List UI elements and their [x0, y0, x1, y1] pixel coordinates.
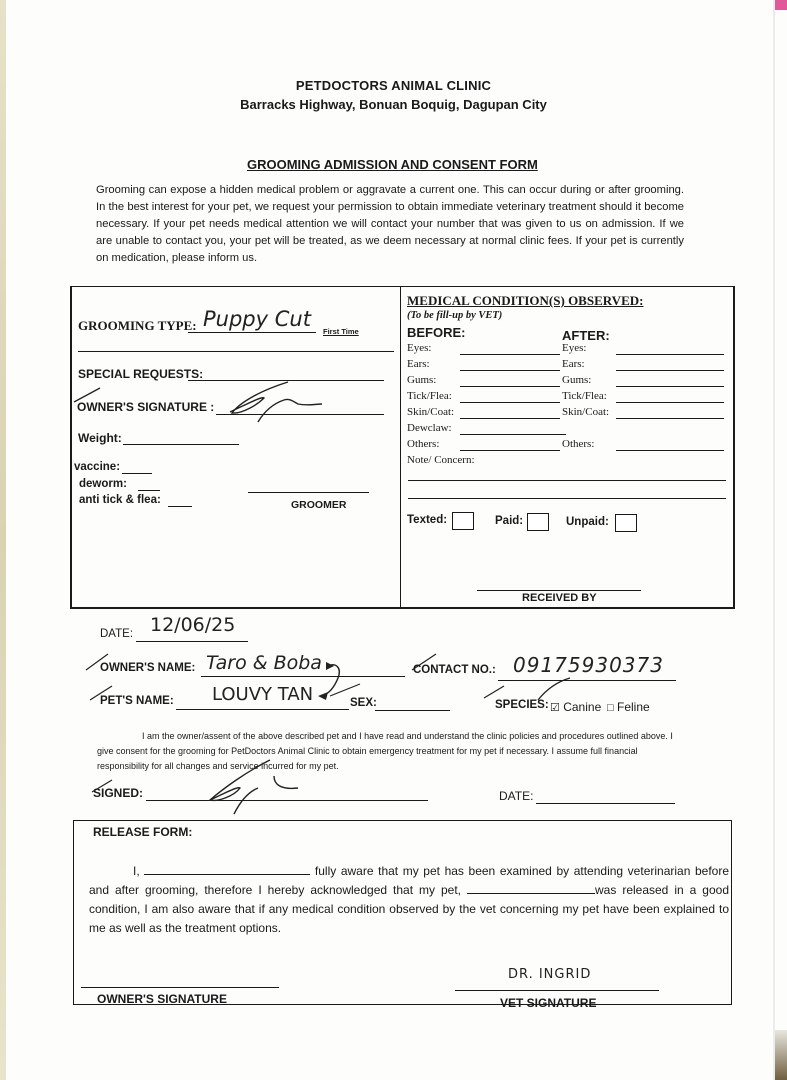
medical-after-field-6[interactable] [616, 450, 724, 451]
admission-box-divider [400, 287, 401, 607]
date-value[interactable]: 12/06/25 [150, 614, 236, 636]
medical-before-1: Ears: [407, 358, 430, 370]
texted-label: Texted: [407, 514, 448, 526]
vet-signature-line[interactable] [455, 990, 659, 991]
after-label: AFTER: [562, 328, 610, 343]
before-label: BEFORE: [407, 325, 466, 340]
contact-value[interactable]: 09175930373 [513, 653, 664, 677]
owner-name-label: OWNER'S NAME: [100, 662, 196, 674]
consent-date-label: DATE: [499, 789, 534, 803]
species-option-canine[interactable] [550, 700, 601, 714]
special-requests-label: SPECIAL REQUESTS: [78, 367, 204, 381]
medical-before-2: Gums: [407, 374, 437, 386]
admission-box [70, 286, 735, 609]
weight-field[interactable] [123, 444, 239, 445]
consent-text: I am the owner/assent of the above described pet and I have read and understand the clinic policies and procedures outlined above. I give consent for the grooming for PetDoctors Animal Clinic to obtain emergency treatment for my pet if necessary. I assume full financial responsibility for all changes and service incurred for my pet. [97, 731, 673, 771]
medical-before-5: Dewclaw: [407, 422, 452, 434]
release-text-2: fully aware that my pet has been examined by attending veterinarian before and after grooming, therefore I hereby acknowledged that my pet, [89, 864, 730, 897]
release-owner-name-field[interactable] [144, 862, 310, 875]
groomer-label: GROOMER [291, 499, 347, 511]
pet-name-line [176, 709, 349, 710]
vaccine-label: vaccine: [74, 461, 121, 473]
canine-checkbox-icon[interactable]: ☑ [550, 702, 560, 714]
medical-after-1: Ears: [562, 358, 585, 370]
consent-signature-mark [88, 758, 318, 818]
medical-title: MEDICAL CONDITION(S) OBSERVED: [407, 293, 644, 308]
medical-before-field-0[interactable] [460, 354, 560, 355]
release-owner-signature-label: OWNER'S SIGNATURE [97, 992, 227, 1006]
medical-after-field-4[interactable] [616, 418, 724, 419]
vet-signature-value[interactable]: DR. INGRID [508, 967, 592, 982]
brown-tab-marker [775, 1030, 787, 1080]
note-concern-label: Note/ Concern: [407, 454, 475, 466]
medical-before-field-5[interactable] [460, 434, 566, 435]
medical-before-0: Eyes: [407, 342, 432, 354]
sex-label: SEX: [350, 697, 377, 709]
feline-label: Feline [617, 700, 650, 714]
release-paragraph [89, 862, 729, 938]
owner-name-line [201, 676, 405, 677]
sex-field[interactable] [375, 710, 450, 711]
medical-before-6: Others: [407, 438, 440, 450]
note-line-2[interactable] [408, 498, 726, 499]
vaccine-field[interactable] [122, 473, 152, 474]
owner-signature-label: OWNER'S SIGNATURE : [77, 400, 215, 414]
anti-tick-flea-field[interactable] [168, 506, 192, 507]
owner-name-value[interactable]: Taro & Boba [206, 652, 322, 674]
weight-label: Weight: [78, 431, 122, 445]
medical-before-field-2[interactable] [460, 386, 560, 387]
medical-before-field-6[interactable] [460, 450, 560, 451]
medical-before-field-3[interactable] [460, 402, 560, 403]
paid-checkbox[interactable] [527, 513, 549, 531]
feline-checkbox-icon[interactable]: □ [607, 702, 614, 714]
deworm-field[interactable] [138, 490, 160, 491]
medical-after-2: Gums: [562, 374, 592, 386]
paid-label: Paid: [495, 515, 524, 527]
deworm-label: deworm: [79, 478, 127, 490]
medical-before-field-4[interactable] [460, 418, 560, 419]
release-text-1: I, [133, 864, 140, 878]
vet-signature-label: VET SIGNATURE [500, 996, 597, 1010]
pet-name-value[interactable]: LOUVY TAN [212, 684, 314, 705]
species-option-feline[interactable] [607, 700, 650, 714]
grooming-extra-line [78, 351, 394, 352]
received-by-label: RECEIVED BY [522, 592, 597, 604]
pink-tab-marker [775, 0, 787, 10]
release-pet-name-field[interactable] [467, 881, 595, 894]
consent-date-field[interactable] [536, 803, 675, 804]
release-text-3: was released in a good condition, I am also aware that if any medical condition observed by the vet concerning my pet have been explained to me as well as the treatment options. [89, 883, 729, 935]
medical-before-3: Tick/Flea: [407, 390, 452, 402]
date-field-line [136, 641, 248, 642]
paper-edge-right [773, 0, 775, 1080]
owner-signature-mark [72, 380, 332, 430]
medical-after-field-0[interactable] [616, 354, 724, 355]
medical-after-field-2[interactable] [616, 386, 724, 387]
grooming-type-line [188, 332, 316, 333]
canine-label: Canine [563, 700, 602, 714]
release-form-title: RELEASE FORM: [93, 825, 193, 839]
medical-after-3: Tick/Flea: [562, 390, 607, 402]
medical-after-4: Skin/Coat: [562, 406, 610, 418]
medical-before-4: Skin/Coat: [407, 406, 455, 418]
form-title: GROOMING ADMISSION AND CONSENT FORM [247, 157, 538, 172]
pet-name-label: PET'S NAME: [100, 695, 174, 707]
medical-subtitle: (To be fill-up by VET) [407, 310, 503, 321]
medical-after-0: Eyes: [562, 342, 587, 354]
texted-checkbox[interactable] [452, 512, 474, 530]
medical-after-6: Others: [562, 438, 595, 450]
date-label: DATE: [100, 628, 134, 640]
clinic-name: PETDOCTORS ANIMAL CLINIC [295, 78, 492, 93]
medical-after-field-1[interactable] [616, 370, 724, 371]
grooming-type-label: GROOMING TYPE: [78, 318, 197, 333]
note-line-1[interactable] [408, 480, 726, 481]
groomer-signature-line[interactable] [248, 492, 369, 493]
signed-label: SIGNED: [93, 786, 144, 800]
first-time-label: First Time [323, 327, 359, 336]
unpaid-label: Unpaid: [566, 516, 609, 528]
medical-after-field-3[interactable] [616, 402, 724, 403]
intro-paragraph: Grooming can expose a hidden medical problem or aggravate a current one. This can occur during or after grooming. In the best interest for your pet, we request your permission to obtain immediate veterinary treatment should it become necessary. If your pet needs medical attention we will contact your number that was given to us on admission. If we are unable to contact you, your pet will be treated, as we deem necessary at normal clinic fees. If your pet is currently on medication, please inform us. [96, 184, 684, 264]
release-owner-signature-line[interactable] [81, 987, 279, 988]
anti-tick-flea-label: anti tick & flea: [79, 494, 161, 506]
contact-line [498, 680, 676, 681]
species-label: SPECIES: [495, 699, 549, 711]
medical-before-field-1[interactable] [460, 370, 560, 371]
contact-label: CONTACT NO.: [413, 664, 496, 676]
received-by-line[interactable] [477, 590, 641, 591]
clinic-address: Barracks Highway, Bonuan Boquig, Dagupan City [240, 97, 547, 112]
paper-edge-left [0, 0, 6, 1080]
unpaid-checkbox[interactable] [615, 514, 637, 532]
grooming-type-value[interactable]: Puppy Cut [203, 307, 311, 331]
